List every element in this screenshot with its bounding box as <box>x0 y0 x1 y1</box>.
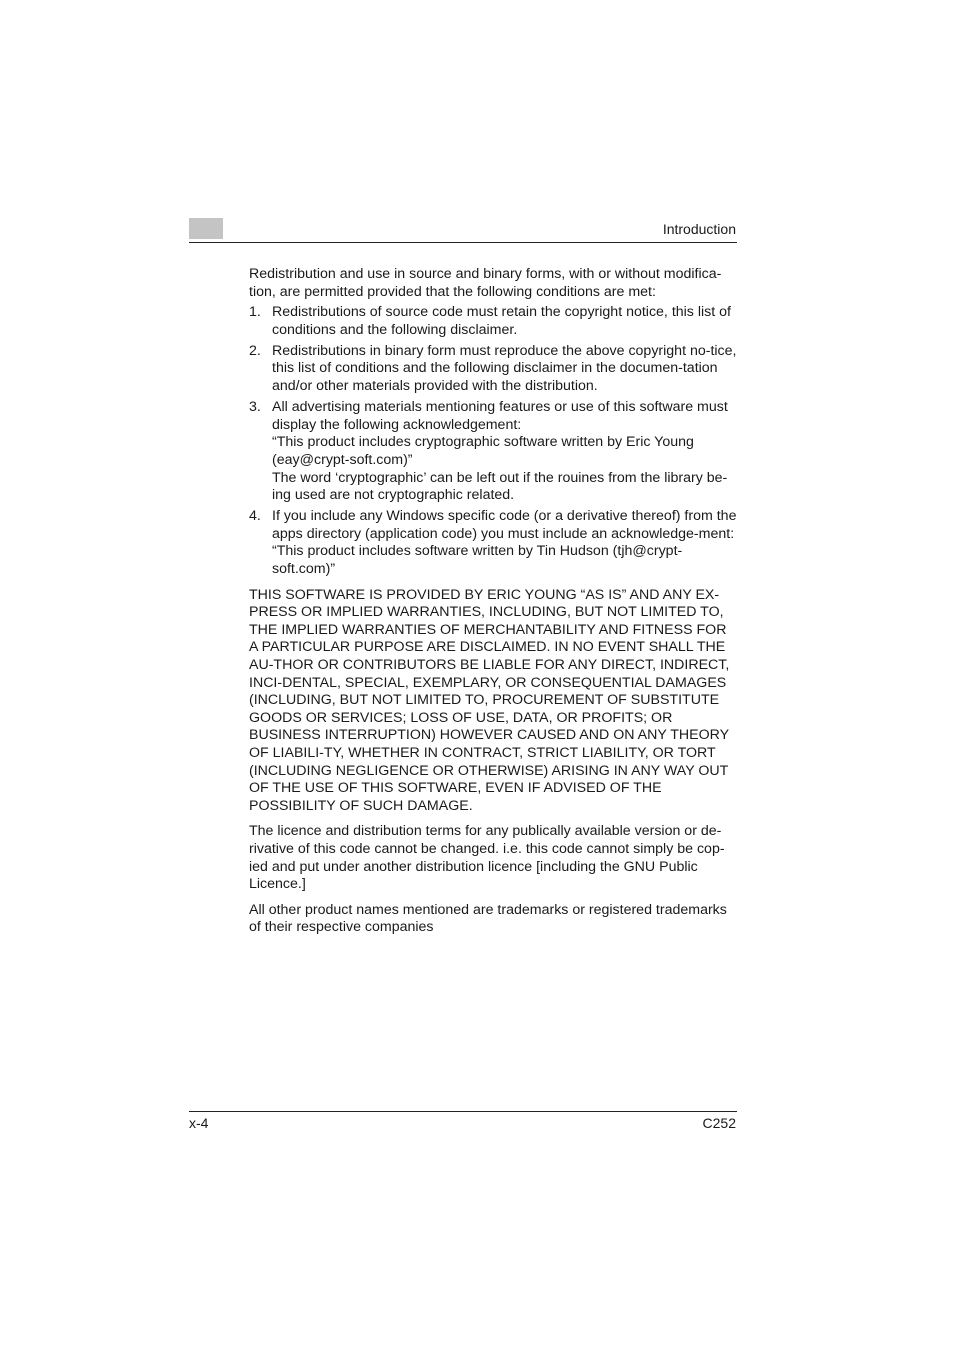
acknowledgement-quote: “This product includes software written by Tin Hudson (tjh@crypt-soft.com)” <box>272 543 683 577</box>
condition-number: 4. <box>249 508 261 525</box>
chapter-tab-marker <box>189 218 223 239</box>
licence-paragraph: The licence and distribution terms for any publically available version or de-rivative of this code cannot be changed. i.e. this code cannot simply be cop-ied and put under another distribution licence [including the GNU Public Licence.] <box>249 823 725 893</box>
section-title: Introduction <box>662 221 736 237</box>
header-divider <box>189 242 737 243</box>
condition-item <box>249 399 738 505</box>
condition-text: If you include any Windows specific code (or a derivative thereof) from the apps directory (application code) you must include an acknowledge-ment: <box>272 508 737 542</box>
condition-text: Redistributions in binary form must reproduce the above copyright no-tice, this list of conditions and the following disclaimer in the documen-tation and/or other materials provided with the distribution. <box>272 342 737 395</box>
trademarks-paragraph: All other product names mentioned are trademarks or registered trademarks of their respective companies <box>249 901 727 936</box>
conditions-list <box>249 304 738 578</box>
condition-item <box>249 508 738 578</box>
model-name: C252 <box>702 1115 736 1131</box>
condition-text: All advertising materials mentioning features or use of this software must display the following acknowledgement: <box>272 399 728 433</box>
acknowledgement-quote: “This product includes cryptographic software written by Eric Young (eay@crypt-soft.com)” <box>272 434 694 468</box>
condition-item <box>249 343 738 396</box>
page-body <box>249 266 738 937</box>
page-number: x-4 <box>189 1115 209 1131</box>
condition-number: 2. <box>249 342 261 359</box>
condition-note: The word ‘cryptographic’ can be left out if the rouines from the library be-ing used are not cryptographic related. <box>272 469 728 504</box>
warranty-disclaimer: THIS SOFTWARE IS PROVIDED BY ERIC YOUNG “AS IS” AND ANY EX-PRESS OR IMPLIED WARRANTIES, INCLUDING, BUT NOT LIMITED TO, THE IMPLIED WARRANTIES OF MERCHANTABILITY AND FITNESS FOR A PARTICULAR PURPOSE ARE DISCLAIMED. IN NO EVENT SHALL THE AU-THOR OR CONTRIBUTORS BE LIABLE FOR ANY DIRECT, INDIRECT, INCI-DENTAL, SPECIAL, EXEMPLARY, OR CONSEQUENTIAL DAMAGES (INCLUDING, BUT NOT LIMITED TO, PROCUREMENT OF SUBSTITUTE GOODS OR SERVICES; LOSS OF USE, DATA, OR PROFITS; OR BUSINESS INTERRUPTION) HOWEVER CAUSED AND ON ANY THEORY OF LIABILI-TY, WHETHER IN CONTRACT, STRICT LIABILITY, OR TORT (INCLUDING NEGLIGENCE OR OTHERWISE) ARISING IN ANY WAY OUT OF THE USE OF THIS SOFTWARE, EVEN IF ADVISED OF THE POSSIBILITY OF SUCH DAMAGE. <box>249 586 730 814</box>
intro-paragraph: Redistribution and use in source and binary forms, with or without modifica-tion, are permitted provided that the following conditions are met: <box>249 266 722 300</box>
footer-divider <box>189 1111 737 1112</box>
condition-item <box>249 304 738 339</box>
condition-number: 3. <box>249 399 261 416</box>
condition-text: Redistributions of source code must retain the copyright notice, this list of conditions and the following disclaimer. <box>272 304 731 338</box>
condition-number: 1. <box>249 304 261 321</box>
